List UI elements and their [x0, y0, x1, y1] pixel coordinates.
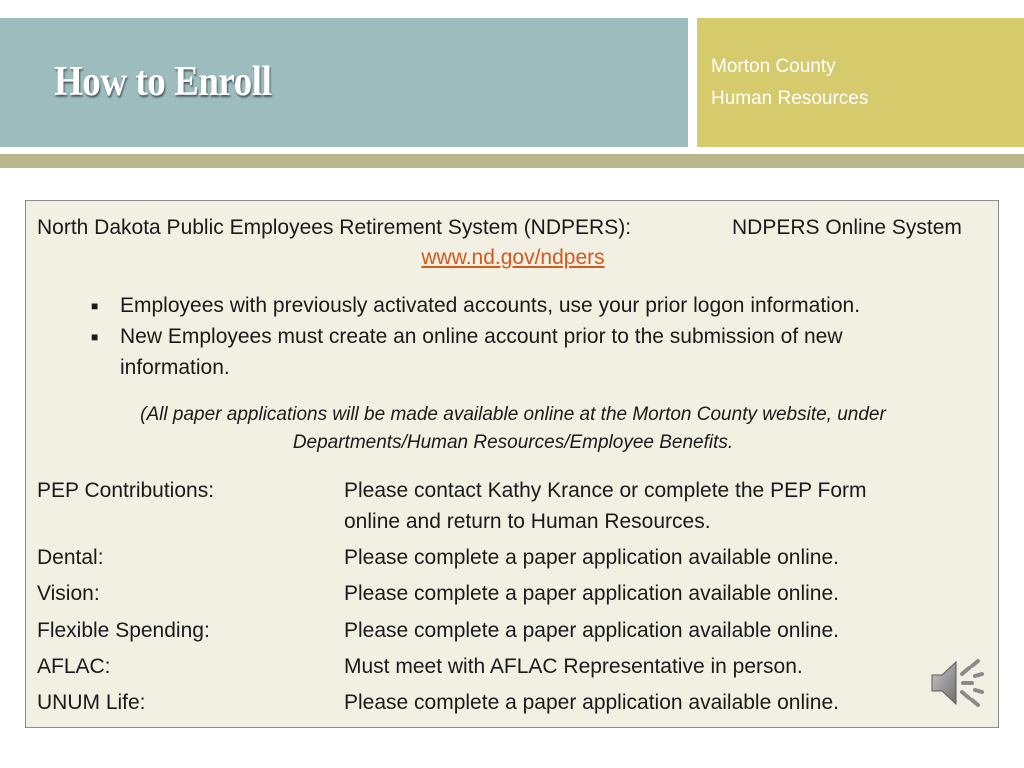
- benefit-text: Must meet with AFLAC Representative in person.: [344, 655, 803, 678]
- benefit-text-continued: online and return to Human Resources.: [344, 510, 711, 533]
- bullet-item: Employees with previously activated accounts, use your prior logon information.: [120, 294, 861, 317]
- organization-banner: [697, 18, 1024, 147]
- intro-label: North Dakota Public Employees Retirement System (NDPERS):: [37, 216, 632, 239]
- speaker-icon[interactable]: [928, 656, 986, 710]
- benefit-label: Dental:: [37, 546, 104, 569]
- bullet-icon: ■: [91, 299, 99, 313]
- note-line: (All paper applications will be made available online at the Morton County website, under: [140, 404, 886, 425]
- slide-title: How to Enroll: [54, 59, 272, 105]
- benefit-label: UNUM Life:: [37, 691, 146, 714]
- intro-system: NDPERS Online System: [732, 216, 962, 239]
- org-name: Morton County: [711, 56, 836, 77]
- benefit-label: Vision:: [37, 582, 100, 605]
- divider-band: [0, 154, 1024, 168]
- note-line: Departments/Human Resources/Employee Benefits.: [292, 432, 734, 453]
- org-department: Human Resources: [711, 88, 869, 109]
- benefit-label: Flexible Spending:: [37, 619, 210, 642]
- ndpers-link[interactable]: www.nd.gov/ndpers: [421, 246, 605, 269]
- benefit-text: Please complete a paper application available online.: [344, 619, 839, 642]
- benefit-text: Please complete a paper application available online.: [344, 582, 839, 605]
- benefit-label: AFLAC:: [37, 655, 111, 678]
- benefit-text: Please complete a paper application available online.: [344, 691, 839, 714]
- benefit-text: Please complete a paper application available online.: [344, 546, 839, 569]
- bullet-item-continued: information.: [120, 356, 230, 379]
- benefit-text: Please contact Kathy Krance or complete the PEP Form: [344, 479, 867, 502]
- bullet-item: New Employees must create an online account prior to the submission of new: [120, 325, 843, 348]
- content-box: [25, 200, 999, 728]
- bullet-icon: ■: [91, 330, 99, 344]
- benefit-label: PEP Contributions:: [37, 479, 215, 502]
